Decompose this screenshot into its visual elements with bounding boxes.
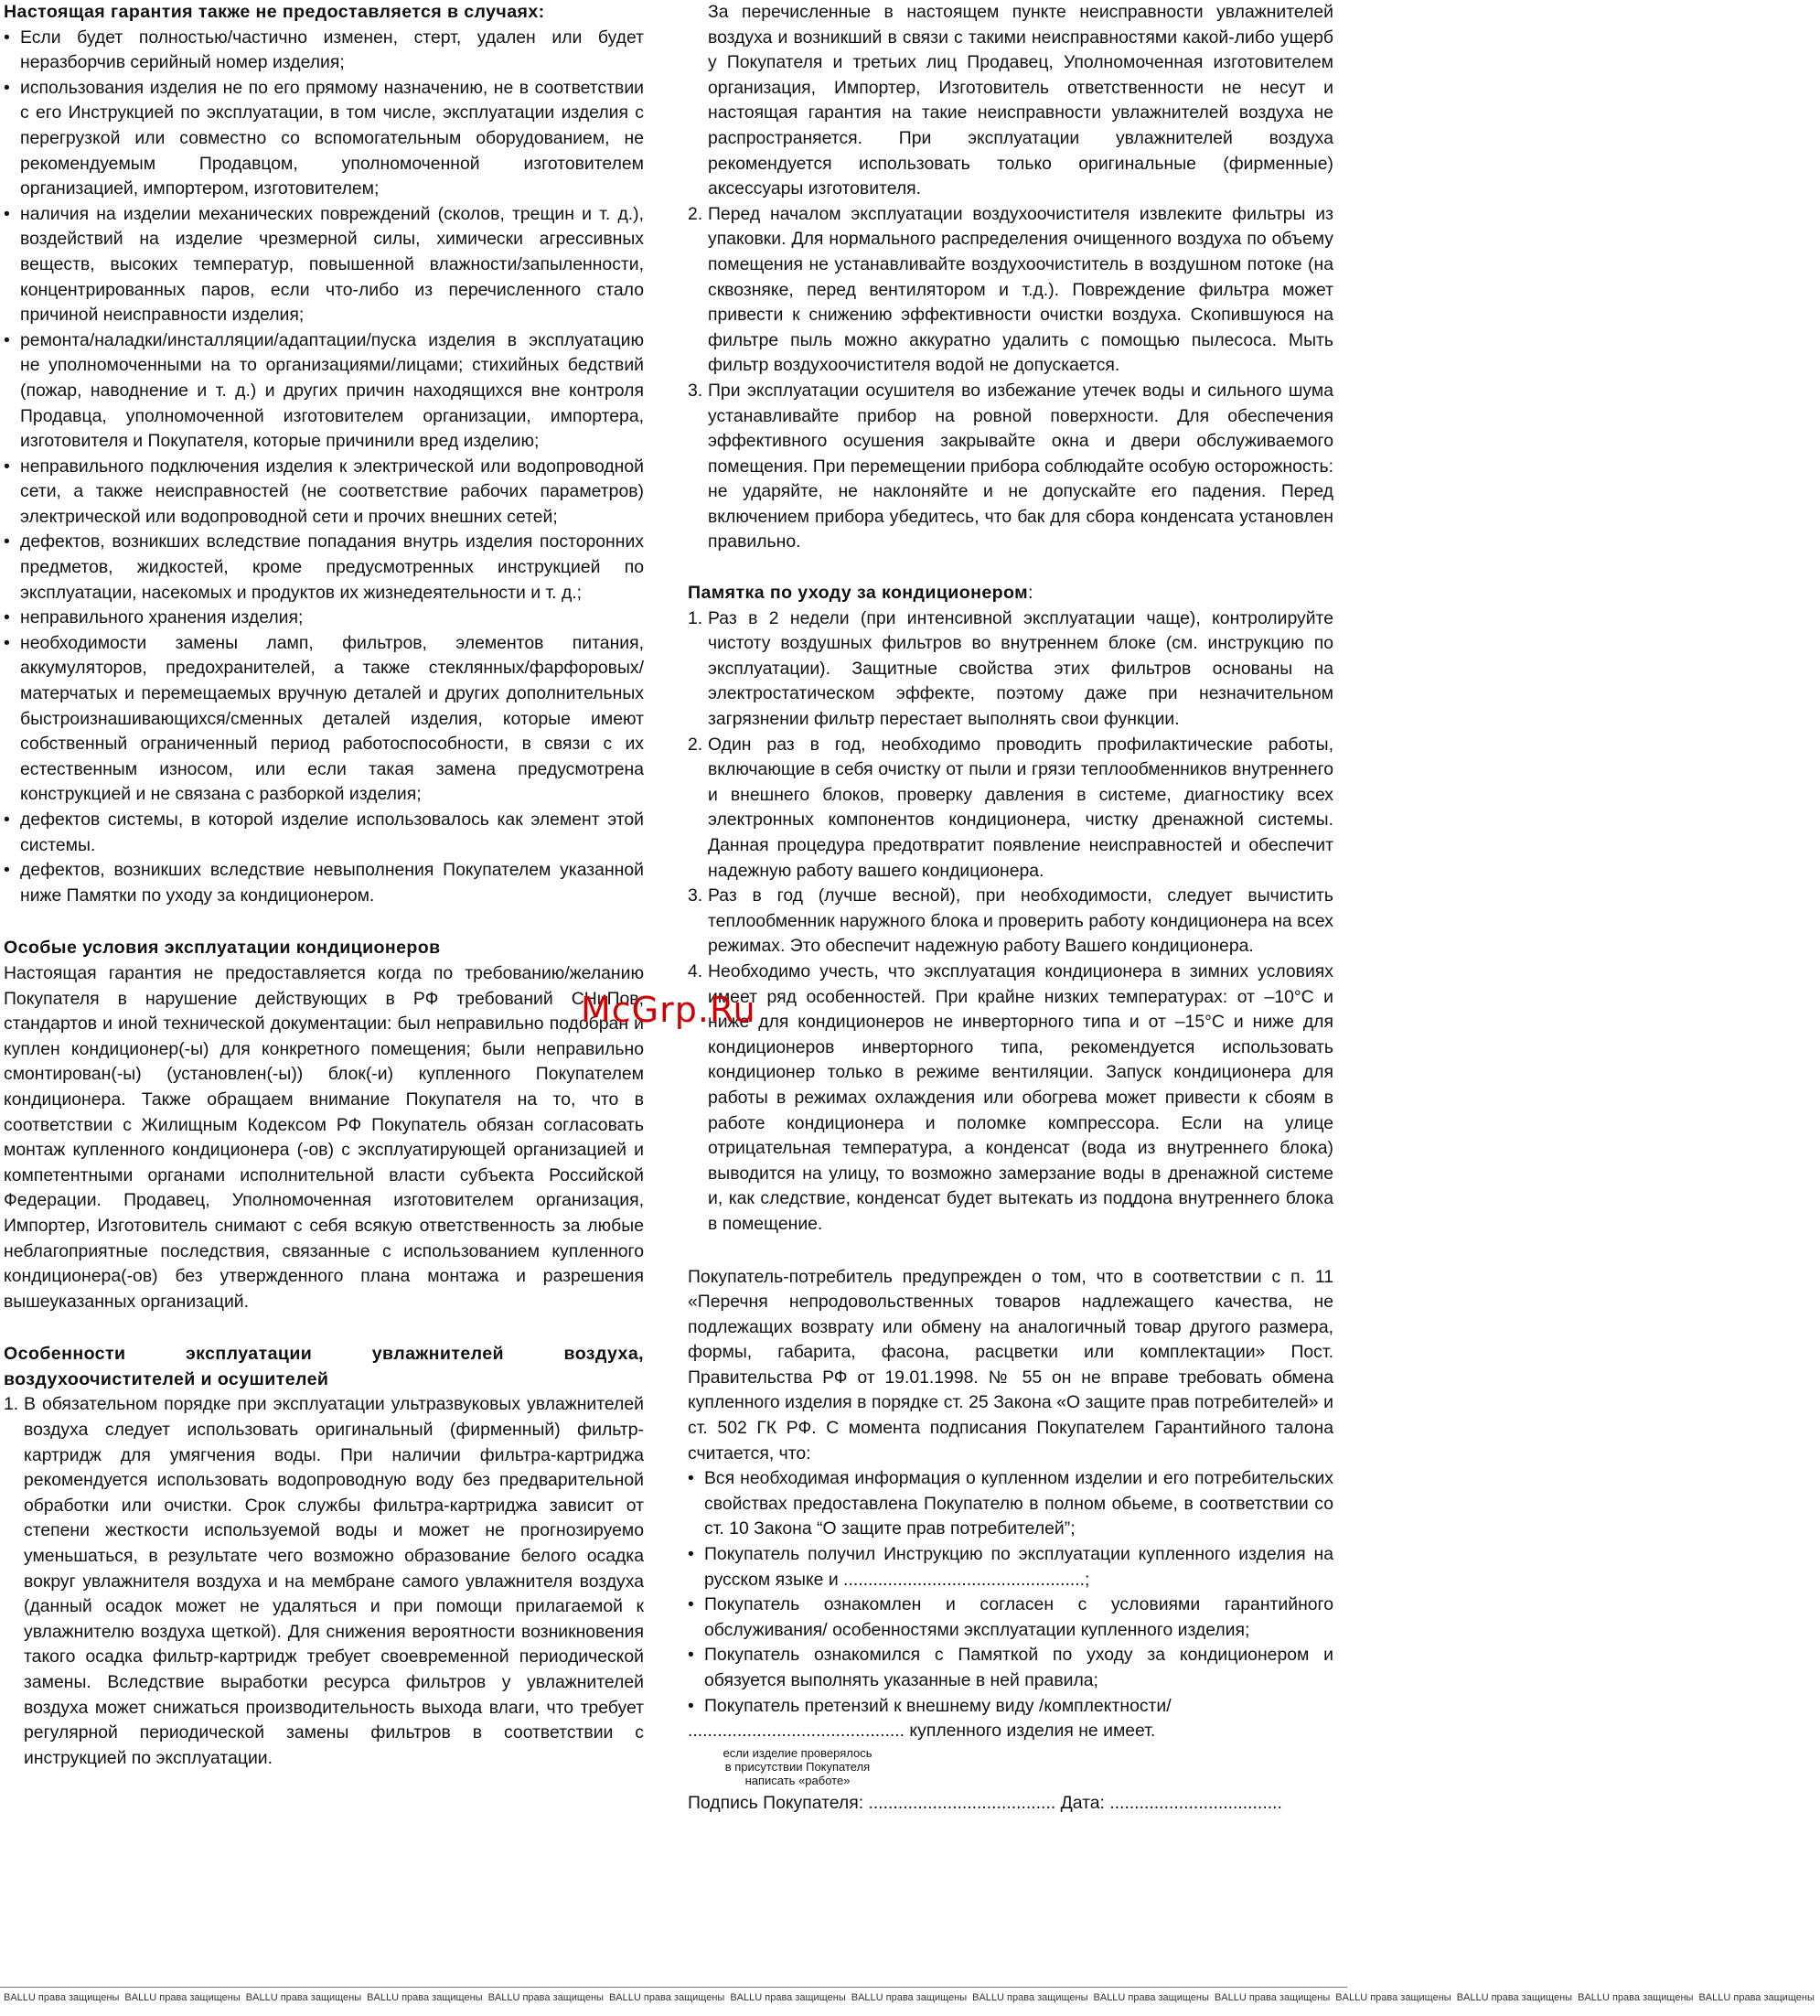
list-item: • необходимости замены ламп, фильтров, элементов питания, аккумуляторов, предохранителей, а также стеклянных/фарфоровых/матерчатых и перемещаемых вручную деталей и других дополнительных быстроизнашивающихся/сменных деталей изделия, которые имеют собственный ограниченный период работоспособности, в связи с их естественным износом, или если такая замена предусмотрена конструкцией и не связана с разборкой изделия;: [4, 631, 644, 808]
ac-conditions-text: Настоящая гарантия не предоставляется когда по требованию/желанию Покупателя в нарушение действующих в РФ требований СНиПов, стандартов и иной технической документации: был неправильно подобран и куплен кондиционер(-ы) для конкретного помещения; были неправильно смонтирован(-ы) (установлен(-ы)) блок(-и) купленного Покупателем кондиционера. Также обращаем внимание Покупателя на то, что в соответствии с Жилищным Кодексом РФ Покупатель обязан согласовать монтаж купленного кондиционера (-ов) с эксплуатирующей организацией и компетентными органами исполнительной власти субъекта Российской Федерации. Продавец, Уполномоченная изготовителем организация, Импортер, Изготовитель снимают с себя всякую ответственность за любые неблагоприятные последствия, связанные с использованием купленного кондиционера(-ов) без утвержденного плана монтажа и разрешения вышеуказанных организаций.: [4, 962, 644, 1312]
item-number: 1.: [4, 1394, 19, 1415]
list-item: • использования изделия не по его прямому назначению, не в соответствии с его Инструкцией по эксплуатации, в том числе, эксплуатации изделия с перегрузкой или совместно со вспомогательным оборудованием, не рекомендуемым Продавцом, уполномоченной изготовителем организацией, импортером, изготовителем;: [4, 76, 644, 202]
item-text: В обязательном порядке при эксплуатации ультразвуковых увлажнителей воздуха следует использовать оригинальный (фирменный) фильтр-картридж для умягчения воды. При наличии фильтра-картриджа рекомендуется использовать водопроводную воду без предварительной обработки или очистки. Срок службы фильтра-картриджа зависит от степени жесткости используемой воды и может не прогнозируемо уменьшаться, в результате чего возможно образование белого осадка вокруг увлажнителя воздуха и на мембране самого увлажнителя воздуха (данный осадок может не удаляться и при помощи прилагаемой к увлажнителю воздуха щеткой). Для снижения вероятности возникновения такого осадка фильтр-картридж требует своевременной периодической замены. Вследствие выработки ресурса фильтров у увлажнителей воздуха может снижаться производительность выхода влаги, что требует регулярной периодической замены фильтров в соответствии с инструкцией по эксплуатации.: [24, 1394, 644, 1768]
consumer-notice-text: Покупатель-потребитель предупрежден о том, что в соответствии с п. 11 «Перечня непродовольственных товаров надлежащего качества, не подлежащих возврату или обмену на аналогичный товар другого размера, формы, габарита, фасона, расцветки или комплектации» Пост. Правительства РФ от 19.01.1998. № 55 он не вправе требовать обмена купленного изделия в порядке ст. 25 Закона «О защите прав потребителей» и ст. 502 ГК РФ. С момента подписания Покупателем Гарантийного талона считается, что:: [688, 1266, 1333, 1464]
consumer-notice-list: [688, 1466, 1333, 1719]
warranty-exclusions-list: [4, 26, 644, 909]
humidifiers-item-1: [4, 1392, 644, 1771]
list-item: • ремонта/наладки/инсталляции/адаптации/пуска изделия в эксплуатацию не уполномоченными на то организациями/лицами; стихийных бедствий (пожар, наводнение и т. д.) и других причин находящихся вне контроля Продавца, уполномоченной изготовителем организации, импортера, изготовителя и Покупателя, которые причинили вред изделию;: [4, 328, 644, 455]
signature-line: Подпись Покупателя: ...................................... Дата: ...................................: [688, 1792, 1282, 1813]
list-item: • дефектов системы, в которой изделие использовалось как элемент этой системы.: [4, 808, 644, 858]
humidifiers-item-3: [688, 379, 1333, 555]
list-item: • Покупатель ознакомлен и согласен с условиями гарантийного обслуживания/ особенностями эксплуатации купленного изделия;: [688, 1592, 1333, 1643]
list-item: • Покупатель получил Инструкцию по эксплуатации купленного изделия на русском языке и .................................................;: [688, 1542, 1333, 1592]
list-item: • наличия на изделии механических повреждений (сколов, трещин и т. д.), воздействий на изделие чрезмерной силы, химически агрессивных веществ, высоких температур, повышенной влажности/запыленности, концентрированных паров, если что-либо из перечисленного стало причиной неисправности изделия;: [4, 202, 644, 328]
ac-care-list: [688, 606, 1333, 1238]
humidifiers-item-2: [688, 202, 1333, 379]
section-title-ac-conditions: Особые условия эксплуатации кондиционеров: [4, 938, 441, 959]
watermark: McGrp.Ru: [581, 990, 756, 1030]
humidifiers-item-1-continued: За перечисленные в настоящем пункте неисправности увлажнителей воздуха и возникший в связи с такими неисправностями какой-либо ущерб у Покупателя и третьих лиц Продавец, Уполномоченная изготовителем организация, Импортер, Изготовитель ответственности не несут и настоящая гарантия на такие неисправности увлажнителей воздуха не распространяется. При эксплуатации увлажнителей воздуха рекомендуется использовать только оригинальные (фирменные) аксессуары изготовителя.: [708, 2, 1333, 199]
left-column: [4, 0, 644, 1771]
check-note: если изделие проверялось в присутствии Покупателя написать «работе»: [723, 1745, 873, 1787]
section-title-warranty-exclusions: Настоящая гарантия также не предоставляется в случаях:: [4, 2, 545, 22]
list-item: 2. Один раз в год, необходимо проводить профилактические работы, включающие в себя очистку от пыли и грязи теплообменников внутреннего и внешнего блоков, проверку давления в системе, диагностику всех электронных компонентов кондиционера, чистку дренажной системы. Данная процедура предотвратит появление неисправностей и обеспечит надежную работу вашего кондиционера.: [688, 734, 1333, 881]
list-item: 1. Раз в 2 недели (при интенсивной эксплуатации чаще), контролируйте чистоту воздушных фильтров во внутреннем блоке (см. инструкцию по эксплуатации). Защитные свойства этих фильтров основаны на электростатическом эффекте, поэтому даже при незначительном загрязнении фильтр перестает выполнять свои функции.: [688, 607, 1333, 730]
list-item: 3. Раз в год (лучше весной), при необходимости, следует вычистить теплообменник наружного блока и проверить работу кондиционера на всех режимах. Это обеспечит надежную работу Вашего кондиционера.: [688, 885, 1333, 957]
section-title-humidifiers: Особенности эксплуатации увлажнителей воздуха, воздухоочистителей и осушителей: [4, 1344, 644, 1389]
list-item: • Покупатель ознакомился с Памяткой по уходу за кондиционером и обязуется выполнять указанные в ней правила;: [688, 1643, 1333, 1693]
item-text: Перед началом эксплуатации воздухоочистителя извлеките фильтры из упаковки. Для нормального распределения очищенного воздуха по объему помещения не устанавливайте воздухоочиститель в воздушном потоке (на сквозняке, перед вентилятором и т.д.). Повреждение фильтра может привести к снижению эффективности очистки воздуха. Скопившуюся на фильтре пыль можно аккуратно удалить с помощью пылесоса. Мыть фильтр воздухоочистителя водой не допускается.: [708, 203, 1333, 376]
item-text: При эксплуатации осушителя во избежание утечек воды и сильного шума устанавливайте прибор на ровной поверхности. Для обеспечения эффективного осушения закрывайте окна и двери обслуживаемого помещения. При перемещении прибора соблюдайте особую осторожность: не ударяйте, не наклоняйте и не допускайте его падения. Перед включением прибора убедитесь, что бак для сбора конденсата установлен правильно.: [708, 380, 1333, 552]
claims-line: ............................................ купленного изделия не имеет.: [688, 1721, 1156, 1742]
item-number: 3.: [688, 380, 703, 401]
section-title-ac-care: Памятка по уходу за кондиционером:: [688, 583, 1033, 604]
list-item: • дефектов, возникших вследствие невыполнения Покупателем указанной ниже Памятки по уходу за кондиционером.: [4, 858, 644, 908]
list-item: • Вся необходимая информация о купленном изделии и его потребительских свойствах предоставлена Покупателю в полном обьеме, в соответствии со ст. 10 Закона “О защите прав потребителей”;: [688, 1466, 1333, 1542]
footer: [0, 1987, 1815, 2003]
footer-copyright: BALLU права защищены BALLU права защищены BALLU права защищены BALLU права защищены BALLU права защищены BALLU права защищены BALLU права защищены BALLU права защищены BALLU права защищены BALLU права защищены BALLU права защищены BALLU права защищены BALLU права защищены BALLU права защищены BALLU права защищены: [4, 1992, 1815, 2003]
list-item: • дефектов, возникших вследствие попадания внутрь изделия посторонних предметов, жидкостей, кроме предусмотренных инструкцией по эксплуатации, насекомых и продуктов их жизнедеятельности и т. д.;: [4, 530, 644, 606]
list-item: • Если будет полностью/частично изменен, стерт, удален или будет неразборчив серийный номер изделия;: [4, 26, 644, 76]
item-number: 2.: [688, 203, 703, 224]
list-item: • неправильного подключения изделия к электрической или водопроводной сети, а также неисправностей (не соответствие рабочих параметров) электрической или водопроводной сети и прочих внешних сетей;: [4, 455, 644, 531]
list-item: 4. Необходимо учесть, что эксплуатация кондиционера в зимних условиях имеет ряд особенностей. При крайне низких температурах: от –10°С и ниже для кондиционеров не инверторного типа и от –15°С и ниже для кондиционеров инверторного типа, рекомендуется использовать кондиционер только в режиме вентиляции. Запуск кондиционера для работы в режимах охлаждения или обогрева может привести к сбоям в работе кондиционера и поломке компрессора. Если на улице отрицательная температура, а конденсат (вода из внутреннего блока) выводится на улицу, то возможно замерзание воды в дренажной системе и, как следствие, конденсат будет вытекать из поддона внутреннего блока в помещение.: [688, 960, 1333, 1234]
list-item: • Покупатель претензий к внешнему виду /комплектности/: [688, 1694, 1333, 1720]
list-item: • неправильного хранения изделия;: [4, 606, 644, 631]
right-column: [688, 0, 1333, 1816]
